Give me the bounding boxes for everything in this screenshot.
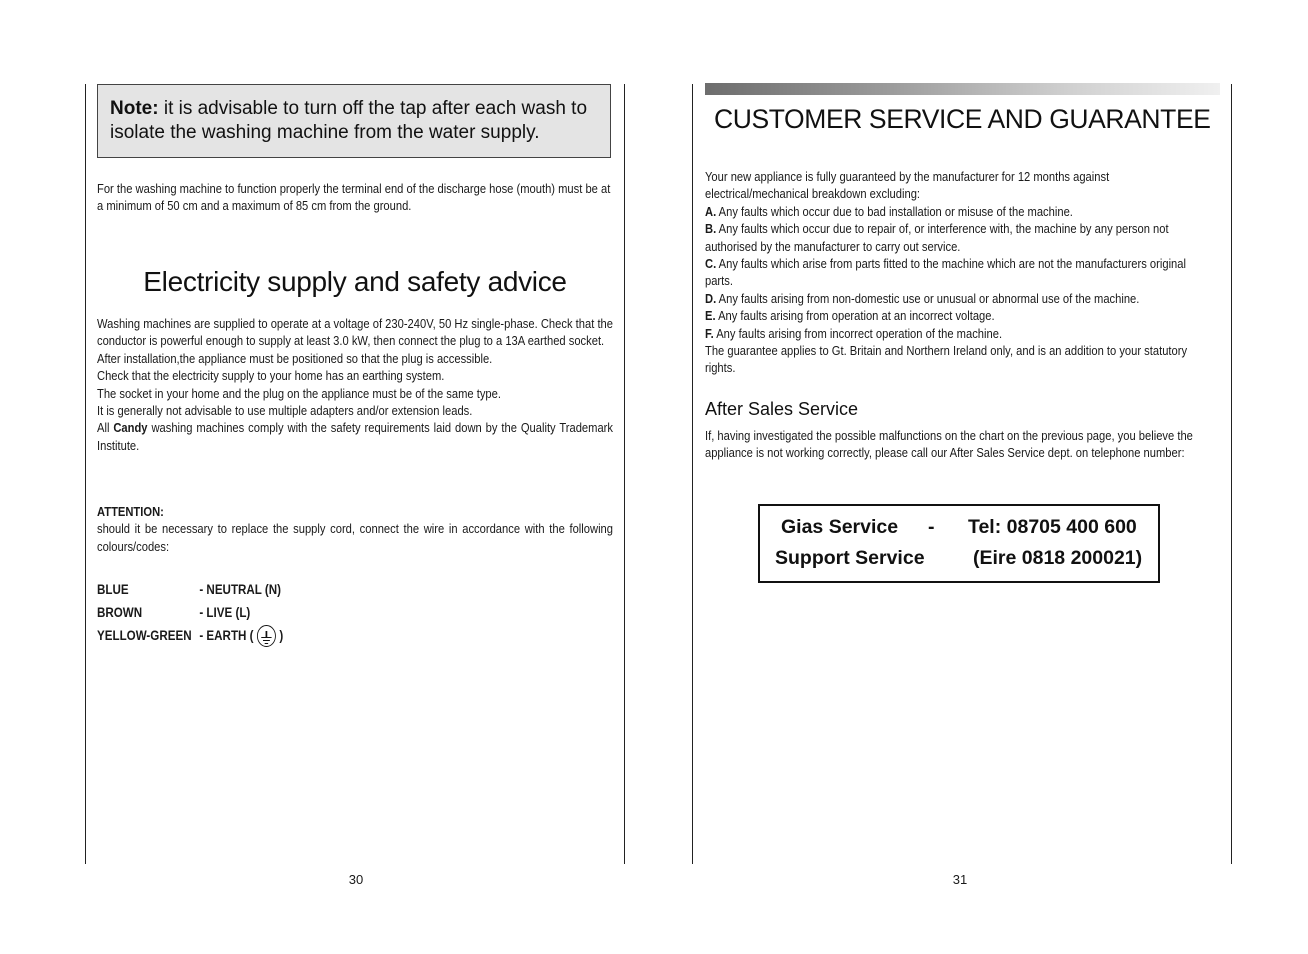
- service-row-gias: [760, 516, 1158, 544]
- colour-name: BLUE: [97, 582, 129, 597]
- right-page-right-border: [1231, 84, 1232, 864]
- guarantee-scope: The guarantee applies to Gt. Britain and Northern Ireland only, and is an addition to your statutory rights.: [705, 343, 1188, 376]
- electricity-line: It is generally not advisable to use multiple adapters and/or extension leads.: [97, 403, 473, 419]
- service-telephone: Tel: 08705 400 600: [968, 516, 1137, 538]
- attention-label: ATTENTION:: [97, 504, 164, 519]
- service-telephone-eire: (Eire 0818 200021): [973, 547, 1143, 569]
- discharge-text: For the washing machine to function properly the terminal end of the discharge hose (mouth) must be at a minimum of 50 cm and a maximum of 85 cm from the ground.: [97, 181, 611, 214]
- colour-name: YELLOW-GREEN: [97, 628, 192, 643]
- electricity-line: After installation,the appliance must be positioned so that the plug is accessible.: [97, 350, 493, 366]
- electricity-paragraph: Washing machines are supplied to operate at a voltage of 230-240V, 50 Hz single-phase. Check that the conductor is powerful enough to supply at least 3.0 kW, then connect the plug to a 13A earthed socket.: [97, 316, 613, 349]
- exclusion-item: [705, 307, 1204, 324]
- attention-block: [97, 503, 613, 555]
- colour-code: - NEUTRAL (N): [199, 582, 282, 597]
- exclusion-text: Any faults arising from operation at an incorrect voltage.: [715, 308, 995, 324]
- exclusion-letter: D.: [705, 290, 717, 306]
- exclusion-text: Any faults which occur due to bad installation or misuse of the machine.: [716, 203, 1073, 219]
- exclusion-item: [705, 255, 1204, 290]
- exclusion-text: Any faults arising from incorrect operation of the machine.: [713, 325, 1003, 341]
- electricity-block: [97, 315, 613, 454]
- electricity-heading: Electricity supply and safety advice: [143, 266, 567, 297]
- candy-paragraph: [97, 419, 613, 454]
- attention-text: should it be necessary to replace the supply cord, connect the wire in accordance with the following colours/codes:: [97, 521, 613, 554]
- colour-code: - EARTH (: [199, 628, 254, 643]
- exclusion-text: Any faults arising from non-domestic use or unusual or abnormal use of the machine.: [716, 290, 1140, 306]
- candy-post: washing machines comply with the safety requirements laid down by the Quality Trademark Institute.: [97, 420, 613, 453]
- guarantee-block: [705, 168, 1204, 377]
- exclusion-letter: B.: [705, 221, 717, 237]
- note-text: it is advisable to turn off the tap after each wash to isolate the washing machine from the water supply.: [110, 98, 588, 143]
- exclusion-letter: C.: [705, 256, 717, 272]
- colour-code: - LIVE (L): [199, 605, 251, 620]
- note-box: [97, 84, 611, 158]
- header-gradient-bar: [705, 83, 1220, 95]
- colour-row-blue: [97, 578, 283, 601]
- service-name: Gias Service: [781, 516, 899, 538]
- right-page-left-border: [692, 84, 693, 864]
- note-label: Note:: [110, 98, 159, 119]
- customer-service-heading: CUSTOMER SERVICE AND GUARANTEE: [714, 104, 1211, 134]
- colour-code-close: ): [279, 628, 284, 643]
- service-row-support: [760, 547, 1158, 575]
- service-contact-box: [758, 504, 1160, 583]
- electricity-line: Check that the electricity supply to your home has an earthing system.: [97, 368, 445, 384]
- exclusion-item: [705, 290, 1204, 307]
- candy-brand: Candy: [113, 420, 148, 436]
- after-sales-heading: After Sales Service: [705, 399, 859, 419]
- after-sales-paragraph: [705, 427, 1204, 462]
- exclusion-item: [705, 203, 1204, 220]
- after-sales-text: If, having investigated the possible malfunctions on the chart on the previous page, you believe the appliance is not working correctly, please call our After Sales Service dept. on telephone number:: [705, 428, 1193, 461]
- page-number-right: 31: [952, 872, 968, 887]
- guarantee-intro: Your new appliance is fully guaranteed by the manufacturer for 12 months against electrical/mechanical breakdown excluding:: [705, 169, 1110, 202]
- page-number-left: 30: [348, 872, 364, 887]
- exclusion-letter: A.: [705, 203, 717, 219]
- exclusion-item: [705, 220, 1204, 255]
- colour-row-yellow-green: [97, 624, 283, 647]
- left-page-right-border: [624, 84, 625, 864]
- service-dash: -: [928, 516, 935, 538]
- colour-code-table: [97, 578, 283, 647]
- exclusion-letter: F.: [705, 325, 714, 341]
- left-page-left-border: [85, 84, 86, 864]
- candy-pre: All: [97, 420, 114, 436]
- electricity-line: The socket in your home and the plug on the appliance must be of the same type.: [97, 385, 501, 401]
- exclusion-letter: E.: [705, 308, 716, 324]
- colour-row-brown: [97, 601, 283, 624]
- earth-ground-icon: [257, 625, 276, 647]
- discharge-paragraph: [97, 180, 613, 215]
- exclusion-text: Any faults which occur due to repair of, or interference with, the machine by any person not authorised by the manufacturer to carry out service.: [705, 221, 1169, 254]
- exclusion-text: Any faults which arise from parts fitted to the machine which are not the manufacturers original parts.: [705, 256, 1186, 289]
- colour-name: BROWN: [97, 605, 143, 620]
- exclusion-item: [705, 325, 1204, 342]
- service-name: Support Service: [775, 547, 925, 569]
